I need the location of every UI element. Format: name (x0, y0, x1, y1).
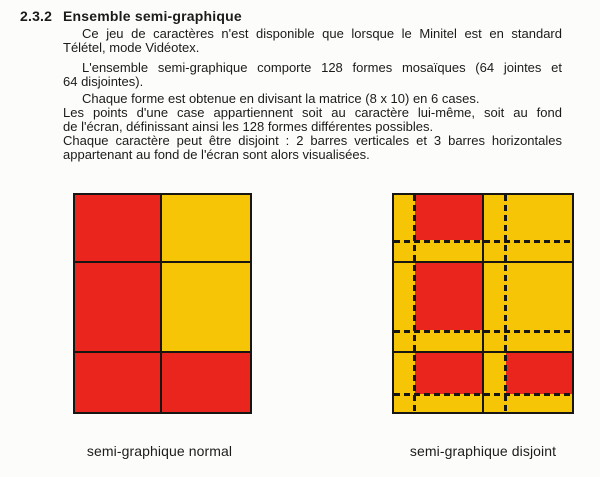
grid-line-horizontal (394, 351, 572, 353)
mosaic-character-area (415, 351, 482, 394)
mosaic-cell (482, 351, 572, 412)
grid-line-vertical (482, 195, 484, 412)
text-line: Ce jeu de caractères n'est disponible que lorsque le Minitel est en standard (82, 26, 562, 41)
mosaic-cell (75, 195, 160, 261)
mosaic-cell (75, 261, 160, 351)
grid-line-horizontal (394, 261, 572, 263)
text-line: appartenant au fond de l'écran sont alors visualisées. (63, 147, 370, 162)
text-line: Chaque forme est obtenue en divisant la matrice (8 x 10) en 6 cases. (82, 91, 480, 106)
mosaic-cell (75, 351, 160, 412)
paragraph (63, 92, 562, 162)
grid-line-vertical (160, 195, 162, 412)
text-line: Chaque caractère peut être disjoint : 2 barres verticales et 3 barres horizontales (63, 133, 562, 148)
mosaic-cell (394, 261, 482, 351)
grid-line-horizontal (75, 351, 250, 353)
mosaic-character-area (415, 261, 482, 330)
mosaic-cell (160, 195, 250, 261)
text-line: 64 disjointes). (63, 74, 144, 89)
figure-caption-normal: semi-graphique normal (86, 443, 233, 459)
section-number: 2.3.2 (20, 8, 53, 24)
text-line: Les points d'une case appartiennent soit au caractère lui-même, soit au fond (63, 105, 562, 120)
section-title: Ensemble semi-graphique (63, 8, 242, 24)
mosaic-cell (394, 351, 482, 412)
dashed-separator-horizontal (394, 330, 572, 333)
mosaic-cell (482, 261, 572, 351)
grid-line-horizontal (75, 261, 250, 263)
paragraph (63, 61, 562, 89)
mosaic-cell (482, 195, 572, 261)
dashed-separator-horizontal (394, 240, 572, 243)
paragraph (63, 27, 562, 55)
mosaic-character-area (506, 261, 572, 330)
text-line: de l'écran, définissant ainsi les 128 formes différentes possibles. (63, 119, 434, 134)
mosaic-cell (394, 195, 482, 261)
mosaic-cell (160, 351, 250, 412)
dashed-separator-vertical (413, 195, 416, 412)
dashed-separator-horizontal (394, 393, 572, 396)
dashed-separator-vertical (504, 195, 507, 412)
mosaic-character-area (506, 195, 572, 240)
body-text (63, 27, 562, 162)
mosaic-character-area (506, 351, 572, 394)
text-line: Télétel, mode Vidéotex. (63, 40, 200, 55)
mosaic-cell (160, 261, 250, 351)
figure-semi-graphique-normal (73, 193, 252, 414)
mosaic-character-area (415, 195, 482, 240)
figure-semi-graphique-disjoint (392, 193, 574, 414)
text-line: L'ensemble semi-graphique comporte 128 formes mosaïques (64 jointes et (82, 60, 562, 75)
figure-caption-disjoint: semi-graphique disjoint (409, 443, 557, 459)
